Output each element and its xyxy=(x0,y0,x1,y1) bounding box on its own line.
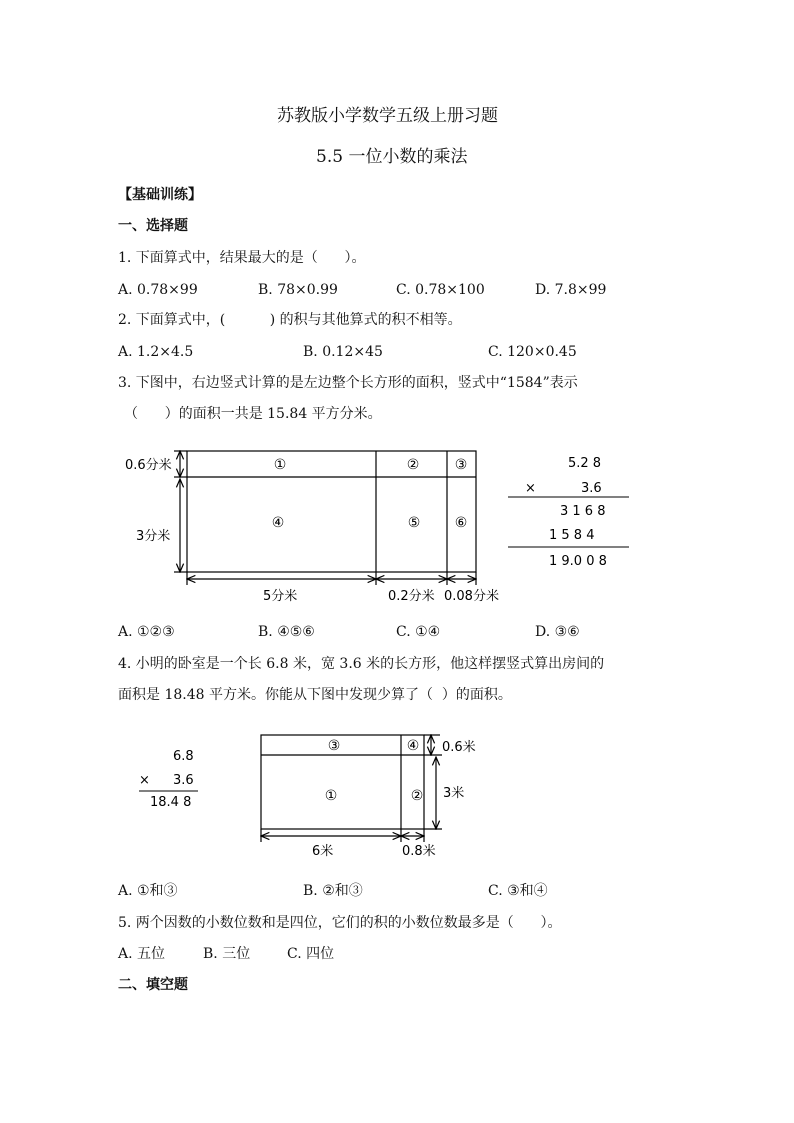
question-3-option-d: D. ③⑥ xyxy=(535,624,580,640)
question-3-stem-line-2: （ ）的面积一共是 15.84 平方分米。 xyxy=(124,406,382,422)
q3-calc-line-5: 1 9.0 0 8 xyxy=(549,554,607,569)
q4-region-4: ④ xyxy=(406,738,420,754)
question-1-option-a: A. 0.78×99 xyxy=(118,282,198,298)
part-heading-fill-in: 二、填空题 xyxy=(118,977,188,993)
q4-region-1: ① xyxy=(324,788,338,804)
q3-label-bottom-008: 0.08分米 xyxy=(444,589,499,604)
question-5-option-b: B. 三位 xyxy=(203,946,251,962)
question-3-option-a: A. ①②③ xyxy=(118,624,175,640)
question-3-stem-line-1: 3. 下图中，右边竖式计算的是左边整个长方形的面积，竖式中“1584”表示 xyxy=(118,375,578,391)
q3-label-bottom-02: 0.2分米 xyxy=(388,589,435,604)
q4-calc-line-2: 3.6 xyxy=(173,773,194,788)
q4-region-2: ② xyxy=(410,788,424,804)
question-4-option-c: C. ③和④ xyxy=(488,883,548,899)
q4-label-bottom-6: 6米 xyxy=(312,844,334,859)
question-4-option-a: A. ①和③ xyxy=(118,883,178,899)
question-5-stem: 5. 两个因数的小数位数和是四位，它们的积的小数位数最多是（ ）。 xyxy=(118,915,562,931)
question-2-option-c: C. 120×0.45 xyxy=(488,344,577,360)
q3-calc-times: × xyxy=(525,481,536,496)
question-1-option-b: B. 78×0.99 xyxy=(258,282,338,298)
document-title: 苏教版小学数学五级上册习题 xyxy=(277,106,498,126)
q4-label-right: 3米 xyxy=(443,786,465,801)
question-3-option-b: B. ④⑤⑥ xyxy=(258,624,315,640)
q3-calc-line-4: 1 5 8 4 xyxy=(549,528,595,543)
q3-region-5: ⑤ xyxy=(407,515,421,531)
part-heading-choice: 一、选择题 xyxy=(118,218,188,234)
question-2-stem: 2. 下面算式中，( ) 的积与其他算式的积不相等。 xyxy=(118,312,462,328)
q4-label-bottom-08: 0.8米 xyxy=(402,844,436,859)
q4-label-right-top: 0.6米 xyxy=(442,740,476,755)
question-1-option-c: C. 0.78×100 xyxy=(396,282,485,298)
q3-region-1: ① xyxy=(273,457,287,473)
q4-region-3: ③ xyxy=(327,738,341,754)
q3-label-bottom-5: 5分米 xyxy=(263,589,298,604)
q3-region-3: ③ xyxy=(454,457,468,473)
q3-calc-line-2: 3.6 xyxy=(581,481,602,496)
question-5-option-c: C. 四位 xyxy=(287,946,335,962)
q4-room-rectangle xyxy=(261,735,424,829)
question-2-option-a: A. 1.2×4.5 xyxy=(118,344,194,360)
question-2-option-b: B. 0.12×45 xyxy=(303,344,383,360)
section-heading-basic: 【基础训练】 xyxy=(118,187,202,203)
q3-label-left-dim: 3分米 xyxy=(136,529,171,544)
question-1-stem: 1. 下面算式中，结果最大的是（ ）。 xyxy=(118,250,366,266)
q4-calc-line-3: 18.4 8 xyxy=(150,795,192,810)
q4-calc-times: × xyxy=(139,773,150,788)
q3-label-top-dim: 0.6分米 xyxy=(125,458,172,473)
question-1-option-d: D. 7.8×99 xyxy=(535,282,607,298)
question-4-stem-line-1: 4. 小明的卧室是一个长 6.8 米，宽 3.6 米的长方形，他这样摆竖式算出房间的 xyxy=(118,656,605,672)
question-3-option-c: C. ①④ xyxy=(396,624,441,640)
q3-region-4: ④ xyxy=(271,515,285,531)
lesson-title: 5.5 一位小数的乘法 xyxy=(316,147,468,167)
question-4-stem-line-2: 面积是 18.48 平方米。你能从下图中发现少算了（ ）的面积。 xyxy=(118,687,512,703)
q3-region-6: ⑥ xyxy=(454,515,468,531)
q4-calc-line-1: 6.8 xyxy=(173,749,194,764)
q3-calc-line-3: 3 1 6 8 xyxy=(560,504,606,519)
question-4-option-b: B. ②和③ xyxy=(303,883,363,899)
question-5-option-a: A. 五位 xyxy=(118,946,166,962)
q3-calc-line-1: 5.2 8 xyxy=(568,456,602,471)
q3-region-2: ② xyxy=(406,457,420,473)
